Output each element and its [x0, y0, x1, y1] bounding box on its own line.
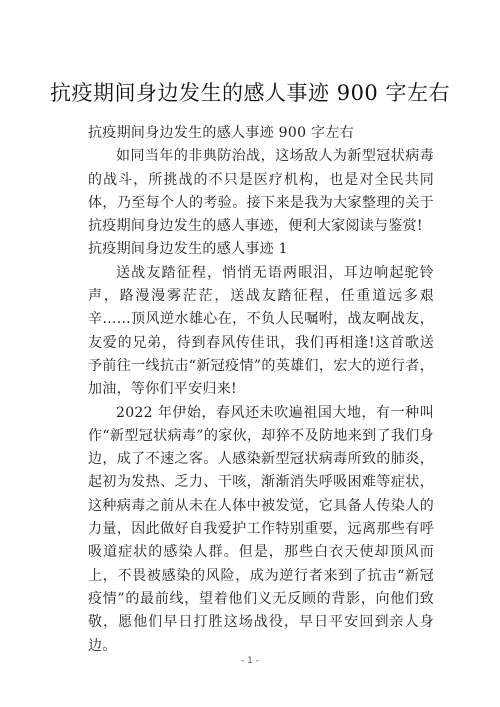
section-heading: 抗疫期间身边发生的感人事迹 1: [88, 241, 288, 258]
paragraph-intro: 如同当年的非典防治战，这场敌人为新型冠状病毒的战斗，所挑战的不只是医疗机构，也是对全民共同体，乃至每个人的考验。接下来是我为大家整理的关于抗疫期间身边发生的感人事迹，便利大家阅读与鉴赏!: [88, 148, 434, 235]
document-body: [88, 122, 434, 658]
page-number: - 1 -: [241, 656, 259, 666]
paragraph-subtitle: 抗疫期间身边发生的感人事迹 900 字左右: [88, 125, 354, 141]
document-title: 抗疫期间身边发生的感人事迹 900 字左右: [50, 81, 450, 105]
paragraph-song: 送战友踏征程，悄悄无语两眼泪，耳边响起驼铃声，路漫漫雾茫茫，送战友踏征程，任重道远多艰辛……顶风逆水雄心在，不负人民嘱咐，战友啊战友，友爱的兄弟，待到春风传佳讯，我们再相逢!这首歌送予前往一线抗击“新冠疫情”的英雄们，宏大的逆行者，加油，等你们平安归来!: [88, 264, 434, 398]
paragraph-2022: 2022 年伊始，春风还未吹遍祖国大地，有一种叫作“新型冠状病毒”的家伙，却猝不及防地来到了我们身边，成了不速之客。人感染新型冠状病毒所致的肺炎，起初为发热、乏力、干咳，渐渐消失呼吸困难等症状，这种病毒之前从未在人体中被发觉，它具备人传染人的力量，因此做好自我爱护工作特别重要，远离那些有呼吸道症状的感染人群。但是，那些白衣天使却顶风而上，不畏被感染的风险，成为逆行者来到了抗击“新冠疫情”的最前线，望着他们义无反顾的背影，向他们致敬，愿他们早日打胜这场战役，早日平安回到亲人身边。: [88, 404, 434, 654]
